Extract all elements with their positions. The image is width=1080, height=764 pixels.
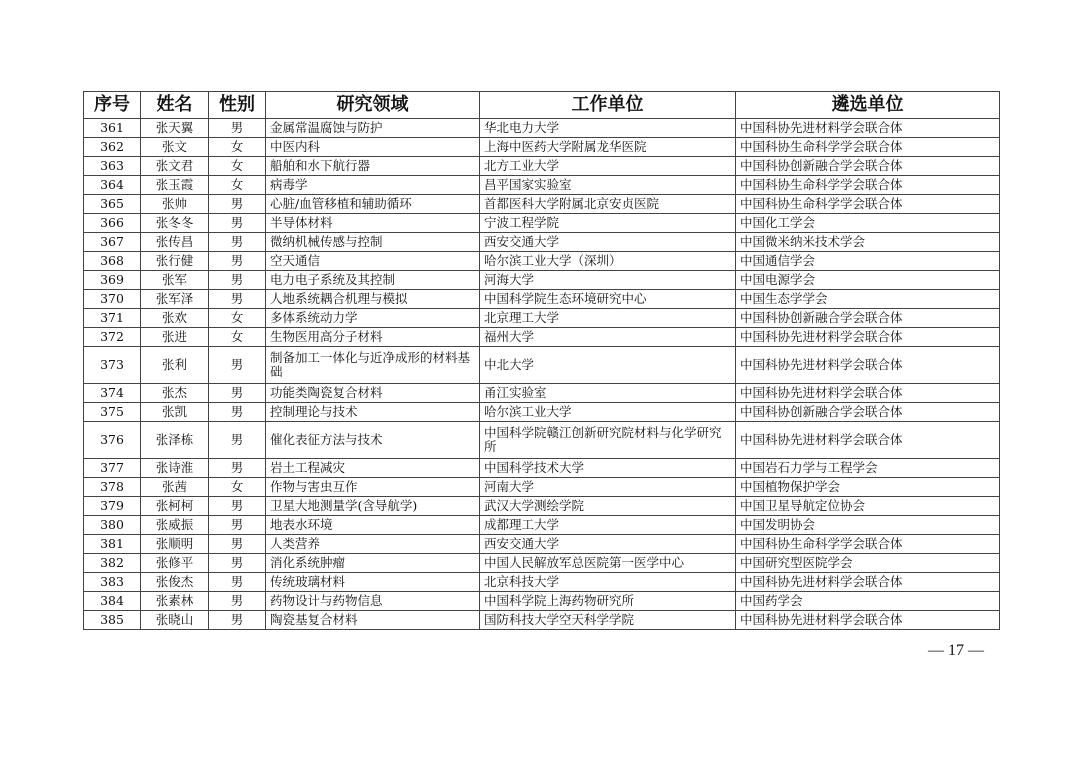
cell-name: 张柯柯 (141, 497, 209, 516)
cell-name: 张天翼 (141, 119, 209, 138)
cell-name: 张茜 (141, 478, 209, 497)
cell-gender: 女 (209, 138, 266, 157)
cell-workplace: 中国科学技术大学 (480, 459, 736, 478)
cell-index: 362 (84, 138, 141, 157)
cell-index: 383 (84, 573, 141, 592)
table-row (84, 138, 1000, 157)
cell-workplace: 上海中医药大学附属龙华医院 (480, 138, 736, 157)
cell-gender: 男 (209, 611, 266, 630)
cell-workplace: 武汉大学测绘学院 (480, 497, 736, 516)
cell-workplace: 宁波工程学院 (480, 214, 736, 233)
cell-gender: 男 (209, 347, 266, 384)
column-header: 性别 (209, 92, 266, 119)
cell-selector: 中国药学会 (736, 592, 1000, 611)
table-row (84, 214, 1000, 233)
table-row (84, 422, 1000, 459)
table-row (84, 233, 1000, 252)
cell-name: 张俊杰 (141, 573, 209, 592)
cell-workplace: 中国科学院上海药物研究所 (480, 592, 736, 611)
cell-name: 张军 (141, 271, 209, 290)
cell-name: 张文君 (141, 157, 209, 176)
cell-workplace: 昌平国家实验室 (480, 176, 736, 195)
column-header: 遴选单位 (736, 92, 1000, 119)
cell-gender: 男 (209, 214, 266, 233)
cell-index: 361 (84, 119, 141, 138)
cell-workplace: 中国科学院生态环境研究中心 (480, 290, 736, 309)
cell-field: 地表水环境 (266, 516, 480, 535)
cell-selector: 中国微米纳米技术学会 (736, 233, 1000, 252)
cell-index: 369 (84, 271, 141, 290)
column-header: 研究领域 (266, 92, 480, 119)
cell-index: 377 (84, 459, 141, 478)
cell-workplace: 北方工业大学 (480, 157, 736, 176)
cell-field: 传统玻璃材料 (266, 573, 480, 592)
cell-name: 张欢 (141, 309, 209, 328)
cell-selector: 中国卫星导航定位协会 (736, 497, 1000, 516)
cell-selector: 中国科协生命科学学会联合体 (736, 138, 1000, 157)
cell-workplace: 河海大学 (480, 271, 736, 290)
cell-index: 370 (84, 290, 141, 309)
cell-selector: 中国科协生命科学学会联合体 (736, 535, 1000, 554)
cell-name: 张威振 (141, 516, 209, 535)
cell-field: 多体系统动力学 (266, 309, 480, 328)
cell-field: 船舶和水下航行器 (266, 157, 480, 176)
cell-gender: 男 (209, 554, 266, 573)
cell-name: 张文 (141, 138, 209, 157)
table-row (84, 119, 1000, 138)
cell-selector: 中国科协先进材料学会联合体 (736, 422, 1000, 459)
cell-index: 378 (84, 478, 141, 497)
cell-selector: 中国科协先进材料学会联合体 (736, 384, 1000, 403)
cell-selector: 中国科协先进材料学会联合体 (736, 119, 1000, 138)
document-sheet (83, 91, 999, 630)
table-row (84, 611, 1000, 630)
cell-index: 364 (84, 176, 141, 195)
cell-index: 376 (84, 422, 141, 459)
cell-selector: 中国发明协会 (736, 516, 1000, 535)
cell-workplace: 中国科学院赣江创新研究院材料与化学研究所 (480, 422, 736, 459)
cell-field: 微纳机械传感与控制 (266, 233, 480, 252)
cell-name: 张晓山 (141, 611, 209, 630)
cell-name: 张泽栋 (141, 422, 209, 459)
cell-gender: 女 (209, 478, 266, 497)
cell-index: 374 (84, 384, 141, 403)
table-body (84, 119, 1000, 630)
cell-index: 382 (84, 554, 141, 573)
table-row (84, 347, 1000, 384)
cell-name: 张素林 (141, 592, 209, 611)
cell-name: 张玉霞 (141, 176, 209, 195)
cell-index: 385 (84, 611, 141, 630)
table-row (84, 271, 1000, 290)
cell-selector: 中国科协先进材料学会联合体 (736, 328, 1000, 347)
column-header: 工作单位 (480, 92, 736, 119)
cell-field: 药物设计与药物信息 (266, 592, 480, 611)
cell-workplace: 西安交通大学 (480, 233, 736, 252)
table-row (84, 252, 1000, 271)
cell-gender: 男 (209, 459, 266, 478)
cell-name: 张顺明 (141, 535, 209, 554)
table-row (84, 403, 1000, 422)
table-row (84, 592, 1000, 611)
cell-selector: 中国科协生命科学学会联合体 (736, 195, 1000, 214)
cell-selector: 中国生态学学会 (736, 290, 1000, 309)
cell-field: 消化系统肿瘤 (266, 554, 480, 573)
cell-selector: 中国研究型医院学会 (736, 554, 1000, 573)
cell-name: 张军泽 (141, 290, 209, 309)
cell-field: 卫星大地测量学(含导航学) (266, 497, 480, 516)
cell-name: 张诗淮 (141, 459, 209, 478)
cell-index: 375 (84, 403, 141, 422)
cell-index: 381 (84, 535, 141, 554)
cell-index: 366 (84, 214, 141, 233)
cell-field: 生物医用高分子材料 (266, 328, 480, 347)
cell-index: 372 (84, 328, 141, 347)
cell-gender: 男 (209, 497, 266, 516)
cell-field: 电力电子系统及其控制 (266, 271, 480, 290)
table-row (84, 573, 1000, 592)
table-row (84, 309, 1000, 328)
page-number: — 17 — (928, 642, 984, 659)
table-row (84, 478, 1000, 497)
cell-workplace: 河南大学 (480, 478, 736, 497)
cell-gender: 男 (209, 195, 266, 214)
cell-index: 368 (84, 252, 141, 271)
cell-name: 张杰 (141, 384, 209, 403)
cell-gender: 女 (209, 309, 266, 328)
cell-gender: 男 (209, 422, 266, 459)
cell-field: 功能类陶瓷复合材料 (266, 384, 480, 403)
cell-selector: 中国岩石力学与工程学会 (736, 459, 1000, 478)
cell-selector: 中国科协创新融合学会联合体 (736, 309, 1000, 328)
cell-gender: 女 (209, 176, 266, 195)
cell-index: 363 (84, 157, 141, 176)
cell-selector: 中国电源学会 (736, 271, 1000, 290)
cell-workplace: 首都医科大学附属北京安贞医院 (480, 195, 736, 214)
cell-gender: 男 (209, 252, 266, 271)
cell-workplace: 中北大学 (480, 347, 736, 384)
cell-selector: 中国植物保护学会 (736, 478, 1000, 497)
cell-workplace: 福州大学 (480, 328, 736, 347)
cell-field: 催化表征方法与技术 (266, 422, 480, 459)
cell-index: 365 (84, 195, 141, 214)
cell-workplace: 中国人民解放军总医院第一医学中心 (480, 554, 736, 573)
cell-index: 373 (84, 347, 141, 384)
cell-name: 张帅 (141, 195, 209, 214)
cell-name: 张传昌 (141, 233, 209, 252)
cell-selector: 中国科协创新融合学会联合体 (736, 403, 1000, 422)
table-row (84, 459, 1000, 478)
cell-gender: 男 (209, 290, 266, 309)
cell-gender: 男 (209, 516, 266, 535)
table-row (84, 290, 1000, 309)
cell-field: 作物与害虫互作 (266, 478, 480, 497)
cell-field: 陶瓷基复合材料 (266, 611, 480, 630)
nominee-table (83, 91, 1000, 630)
cell-field: 岩土工程减灾 (266, 459, 480, 478)
cell-gender: 男 (209, 403, 266, 422)
cell-gender: 男 (209, 592, 266, 611)
table-row (84, 554, 1000, 573)
table-row (84, 328, 1000, 347)
table-row (84, 157, 1000, 176)
cell-field: 半导体材料 (266, 214, 480, 233)
cell-name: 张行健 (141, 252, 209, 271)
cell-selector: 中国科协先进材料学会联合体 (736, 611, 1000, 630)
cell-gender: 女 (209, 157, 266, 176)
table-row (84, 535, 1000, 554)
cell-field: 金属常温腐蚀与防护 (266, 119, 480, 138)
cell-selector: 中国科协生命科学学会联合体 (736, 176, 1000, 195)
cell-gender: 男 (209, 384, 266, 403)
cell-workplace: 西安交通大学 (480, 535, 736, 554)
column-header: 序号 (84, 92, 141, 119)
cell-gender: 男 (209, 535, 266, 554)
cell-selector: 中国科协先进材料学会联合体 (736, 573, 1000, 592)
cell-index: 371 (84, 309, 141, 328)
cell-index: 379 (84, 497, 141, 516)
table-row (84, 195, 1000, 214)
cell-gender: 男 (209, 271, 266, 290)
cell-field: 空天通信 (266, 252, 480, 271)
cell-name: 张凯 (141, 403, 209, 422)
table-row (84, 176, 1000, 195)
cell-index: 380 (84, 516, 141, 535)
table-header-row (84, 92, 1000, 119)
cell-field: 制备加工一体化与近净成形的材料基础 (266, 347, 480, 384)
cell-workplace: 华北电力大学 (480, 119, 736, 138)
cell-name: 张进 (141, 328, 209, 347)
column-header: 姓名 (141, 92, 209, 119)
cell-field: 控制理论与技术 (266, 403, 480, 422)
cell-gender: 男 (209, 233, 266, 252)
cell-field: 病毒学 (266, 176, 480, 195)
cell-selector: 中国化工学会 (736, 214, 1000, 233)
cell-field: 人地系统耦合机理与模拟 (266, 290, 480, 309)
cell-name: 张冬冬 (141, 214, 209, 233)
cell-name: 张利 (141, 347, 209, 384)
table-row (84, 384, 1000, 403)
table-row (84, 497, 1000, 516)
cell-gender: 男 (209, 573, 266, 592)
cell-field: 人类营养 (266, 535, 480, 554)
cell-gender: 男 (209, 119, 266, 138)
table-row (84, 516, 1000, 535)
cell-index: 367 (84, 233, 141, 252)
cell-workplace: 北京理工大学 (480, 309, 736, 328)
cell-name: 张修平 (141, 554, 209, 573)
cell-index: 384 (84, 592, 141, 611)
cell-workplace: 国防科技大学空天科学学院 (480, 611, 736, 630)
cell-workplace: 哈尔滨工业大学 (480, 403, 736, 422)
cell-selector: 中国科协创新融合学会联合体 (736, 157, 1000, 176)
cell-field: 心脏/血管移植和辅助循环 (266, 195, 480, 214)
cell-workplace: 甬江实验室 (480, 384, 736, 403)
cell-gender: 女 (209, 328, 266, 347)
cell-selector: 中国通信学会 (736, 252, 1000, 271)
cell-workplace: 成都理工大学 (480, 516, 736, 535)
cell-selector: 中国科协先进材料学会联合体 (736, 347, 1000, 384)
cell-workplace: 哈尔滨工业大学（深圳） (480, 252, 736, 271)
cell-field: 中医内科 (266, 138, 480, 157)
cell-workplace: 北京科技大学 (480, 573, 736, 592)
